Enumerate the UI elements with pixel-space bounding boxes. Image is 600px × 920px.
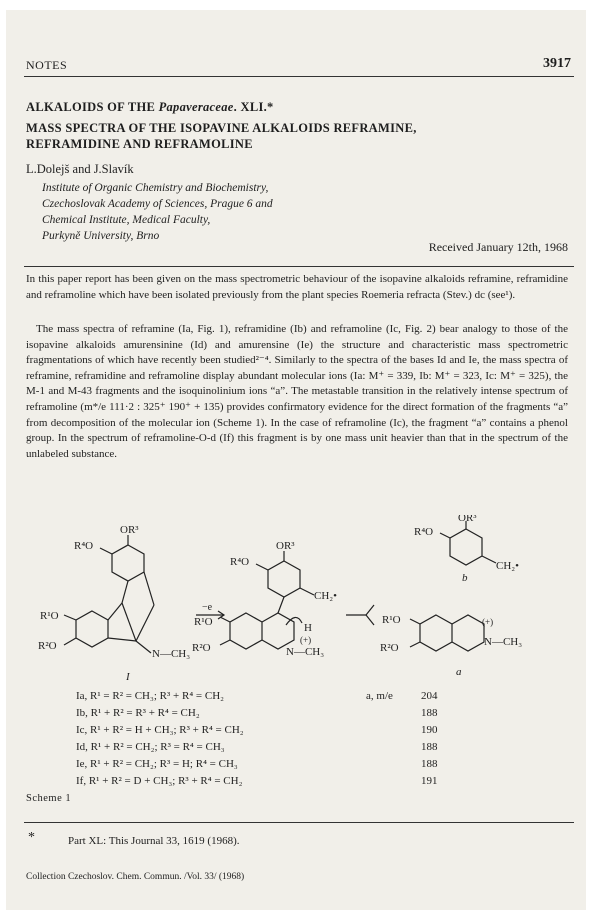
compound-label: Ib, R¹ + R² = R³ + R⁴ = CH₂	[76, 707, 200, 719]
article-title	[26, 120, 566, 152]
compound-row	[76, 775, 536, 790]
compound-mz: 188	[421, 758, 438, 770]
label-nch3: N—CH₃	[286, 646, 325, 658]
affiliation-line: Czechoslovak Academy of Sciences, Prague 6 and	[42, 198, 273, 210]
affiliation-line: Chemical Institute, Medical Faculty,	[42, 214, 211, 226]
label-nch3: N—CH₃	[484, 636, 523, 648]
label-h: H	[304, 622, 312, 634]
compound-row	[76, 741, 536, 756]
compound-mz: 190	[421, 724, 438, 736]
compound-label: Ie, R¹ + R² = CH₂; R³ = H; R⁴ = CH₃	[76, 758, 238, 770]
compound-row	[76, 707, 536, 722]
footnote-mark: *	[28, 830, 35, 845]
label-or3: OR³	[458, 515, 477, 524]
label-compound-i: I	[126, 671, 130, 683]
received-date: Received January 12th, 1968	[428, 240, 568, 254]
mz-header: a, m/e	[366, 690, 393, 702]
label-or3: OR³	[276, 540, 295, 552]
abstract-rule	[24, 266, 574, 267]
compound-mz: 188	[421, 707, 438, 719]
section-header: NOTES	[26, 58, 68, 72]
title-line: MASS SPECTRA OF THE ISOPAVINE ALKALOIDS REFRAMINE,	[26, 121, 417, 135]
compound-label: Id, R¹ + R² = CH₂; R³ = R⁴ = CH₃	[76, 741, 225, 753]
journal-footer: Collection Czechoslov. Chem. Commun. /Vol. 33/ (1968)	[26, 872, 245, 882]
label-r2o: R²O	[38, 640, 57, 652]
label-r1o: R¹O	[194, 616, 213, 628]
compound-mz: 188	[421, 741, 438, 753]
label-or3: OR³	[120, 524, 139, 536]
label-r4o: R⁴O	[74, 540, 94, 552]
series-title: ALKALOIDS OF THE Papaveraceae. XLI.*	[26, 100, 274, 114]
scheme-caption: Scheme 1	[26, 793, 72, 804]
authors: L.Dolejš and J.Slavík	[26, 162, 134, 176]
affiliation-line: Institute of Organic Chemistry and Biochemistry,	[42, 182, 269, 194]
label-r4o: R⁴O	[414, 526, 434, 538]
label-r4o: R⁴O	[230, 556, 250, 568]
footnote-rule	[24, 822, 574, 823]
arrow-label: −e	[202, 602, 213, 613]
paragraph-intro: In this paper report has been given on the mass spectrometric behaviour of the isopavine alkaloids reframine, reframidine and reframoline which have been isolated previously from the plant species Roemeria refracta (Stev.) dc (see¹).	[26, 273, 568, 301]
label-r2o: R²O	[380, 642, 399, 654]
page-number: 3917	[543, 56, 571, 71]
label-ch2-radical: CH₂•	[496, 560, 519, 572]
compound-label: Ia, R¹ = R² = CH₃; R³ + R⁴ = CH₂	[76, 690, 224, 702]
label-r1o: R¹O	[40, 610, 59, 622]
footnote: Part XL: This Journal 33, 1619 (1968).	[68, 835, 240, 847]
label-fragment-a: a	[456, 666, 462, 678]
title-line: REFRAMIDINE AND REFRAMOLINE	[26, 137, 253, 151]
header-rule	[24, 76, 574, 77]
label-r1o: R¹O	[382, 614, 401, 626]
compound-row	[76, 758, 536, 773]
compound-row	[76, 690, 536, 705]
compound-label: If, R¹ + R² = D + CH₃; R³ + R⁴ = CH₂	[76, 775, 243, 787]
label-charge: (+)	[300, 635, 312, 645]
affiliation-line: Purkyně University, Brno	[42, 230, 160, 242]
label-r2o: R²O	[192, 642, 211, 654]
affiliation	[42, 180, 273, 244]
compound-mz: 191	[421, 775, 438, 787]
reaction-scheme	[16, 515, 576, 715]
compound-row	[76, 724, 536, 739]
label-charge: (+)	[482, 617, 494, 627]
label-nch3: N—CH₃	[152, 648, 191, 660]
compound-label: Ic, R¹ + R² = H + CH₃; R³ + R⁴ = CH₂	[76, 724, 244, 736]
label-fragment-b: b	[462, 572, 468, 584]
paragraph-body: The mass spectra of reframine (Ia, Fig. 1), reframidine (Ib) and reframoline (Ic, Fig. 2) bear analogy to those of the isopavine alkaloids amurensinine (Id) and amurensine (Ie) the structure and characteristic mass spectrometric fragmentations of which have recently been studied²⁻⁴. Similarly to the spectra of the bases Id and Ie, the mass spectra of reframine, reframidine and reframoline display abundant molecular ions (Ia: M⁺ = 339, Ib: M⁺ = 323, Ic: M⁺ = 325), the M-1 and M-43 fragments and the isoquinolinium ions “a”. The metastable transition in the relatively intense spectrum of reframoline (m*/e 111·2 : 325⁺ 190⁺ + 135) provides confirmatory evidence for the direct formation of the fragments “a” from decomposition of the molecular ion (Scheme 1). In the case of reframoline (Ic), the fragment “a” contains a phenol group. In the spectrum of reframoline-O-d (If) this fragment is by one mass unit heavier than that in the spectrum of the unlabeled substance.	[26, 323, 568, 460]
label-ch2-radical: CH₂•	[314, 590, 337, 602]
compound-mz: 204	[421, 690, 438, 702]
journal-page	[6, 10, 586, 910]
